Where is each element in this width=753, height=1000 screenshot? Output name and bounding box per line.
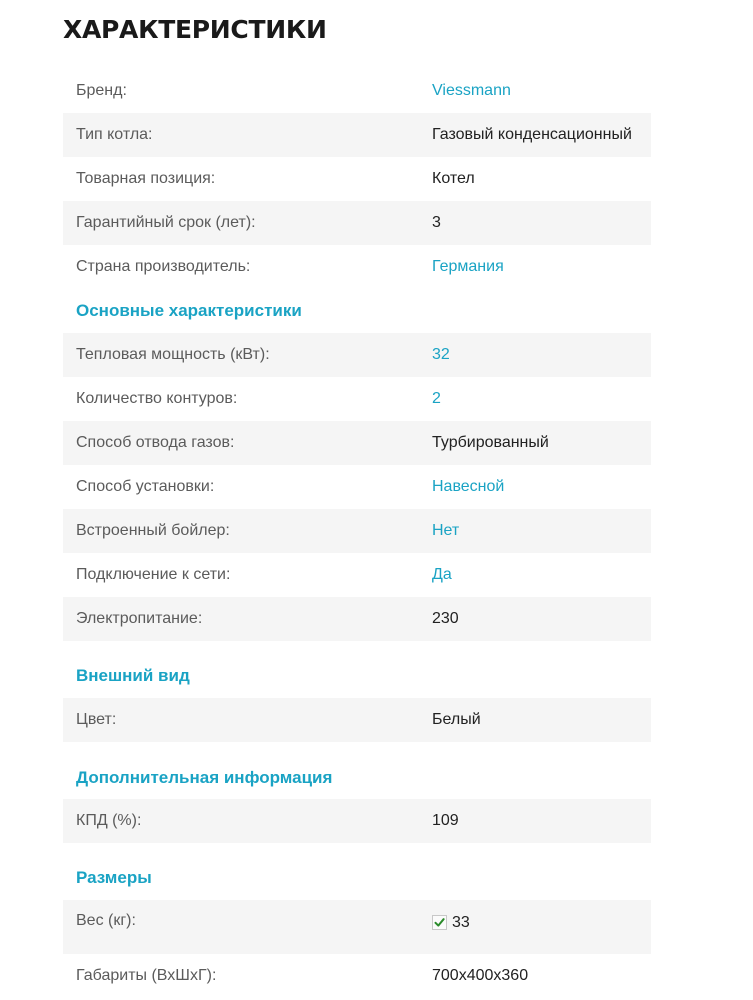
spec-label: Товарная позиция: bbox=[76, 170, 216, 187]
spec-value: 109 bbox=[432, 812, 459, 829]
specs-table bbox=[63, 69, 651, 998]
spec-label: Цвет: bbox=[76, 711, 117, 728]
spec-value-link[interactable]: 32 bbox=[432, 346, 450, 363]
spec-row-exhaust bbox=[63, 421, 651, 465]
section-title-appearance: Внешний вид bbox=[76, 666, 190, 685]
section-title-extra: Дополнительная информация bbox=[76, 768, 333, 787]
spec-value-link[interactable]: Да bbox=[432, 566, 452, 583]
spec-value: Газовый конденсационный bbox=[432, 126, 632, 143]
spec-row-circuits bbox=[63, 377, 651, 421]
spec-value-link[interactable]: Viessmann bbox=[432, 82, 511, 99]
spec-row-color bbox=[63, 698, 651, 742]
spec-value-text: 33 bbox=[452, 914, 470, 931]
spec-value: 700x400x360 bbox=[432, 967, 529, 984]
spec-value: Белый bbox=[432, 711, 481, 728]
spec-label: Страна производитель: bbox=[76, 258, 251, 275]
spec-row-product-position bbox=[63, 157, 651, 201]
spec-value-link[interactable]: Германия bbox=[432, 258, 504, 275]
spec-value-link[interactable]: 2 bbox=[432, 390, 441, 407]
spec-row-dimensions bbox=[63, 954, 651, 998]
page-title: ХАРАКТЕРИСТИКИ bbox=[63, 15, 327, 44]
spec-value: 230 bbox=[432, 610, 459, 627]
spec-label: Количество контуров: bbox=[76, 390, 238, 407]
spec-row-power-supply bbox=[63, 597, 651, 641]
spec-label: Гарантийный срок (лет): bbox=[76, 214, 256, 231]
spec-value bbox=[432, 900, 470, 946]
spec-row-brand bbox=[63, 69, 651, 113]
spec-row-mounting bbox=[63, 465, 651, 509]
spec-row-warranty bbox=[63, 201, 651, 245]
spec-value: Котел bbox=[432, 170, 475, 187]
spec-value-link[interactable]: Навесной bbox=[432, 478, 505, 495]
spec-row-power bbox=[63, 333, 651, 377]
spec-label: Тепловая мощность (кВт): bbox=[76, 346, 270, 363]
section-title-main: Основные характеристики bbox=[76, 301, 302, 320]
spec-value: 3 bbox=[432, 214, 441, 231]
spec-row-boiler-type bbox=[63, 113, 651, 157]
spec-label: Габариты (ВхШхГ): bbox=[76, 967, 217, 984]
spec-row-network bbox=[63, 553, 651, 597]
spec-row-weight bbox=[63, 900, 651, 954]
spec-label: Бренд: bbox=[76, 82, 127, 99]
spec-value: Турбированный bbox=[432, 434, 549, 451]
spec-row-boiler bbox=[63, 509, 651, 553]
spec-label: Способ отвода газов: bbox=[76, 434, 235, 451]
section-title-sizes: Размеры bbox=[76, 868, 152, 887]
spec-label: Способ установки: bbox=[76, 478, 215, 495]
spec-row-country bbox=[63, 245, 651, 289]
spec-value-link[interactable]: Нет bbox=[432, 522, 460, 539]
spec-label: Вес (кг): bbox=[76, 912, 136, 929]
spec-row-efficiency bbox=[63, 799, 651, 843]
checkbox-checked-icon bbox=[432, 915, 447, 930]
spec-label: Электропитание: bbox=[76, 610, 203, 627]
spec-label: Встроенный бойлер: bbox=[76, 522, 230, 539]
spec-label: Тип котла: bbox=[76, 126, 153, 143]
spec-label: КПД (%): bbox=[76, 812, 142, 829]
spec-label: Подключение к сети: bbox=[76, 566, 231, 583]
